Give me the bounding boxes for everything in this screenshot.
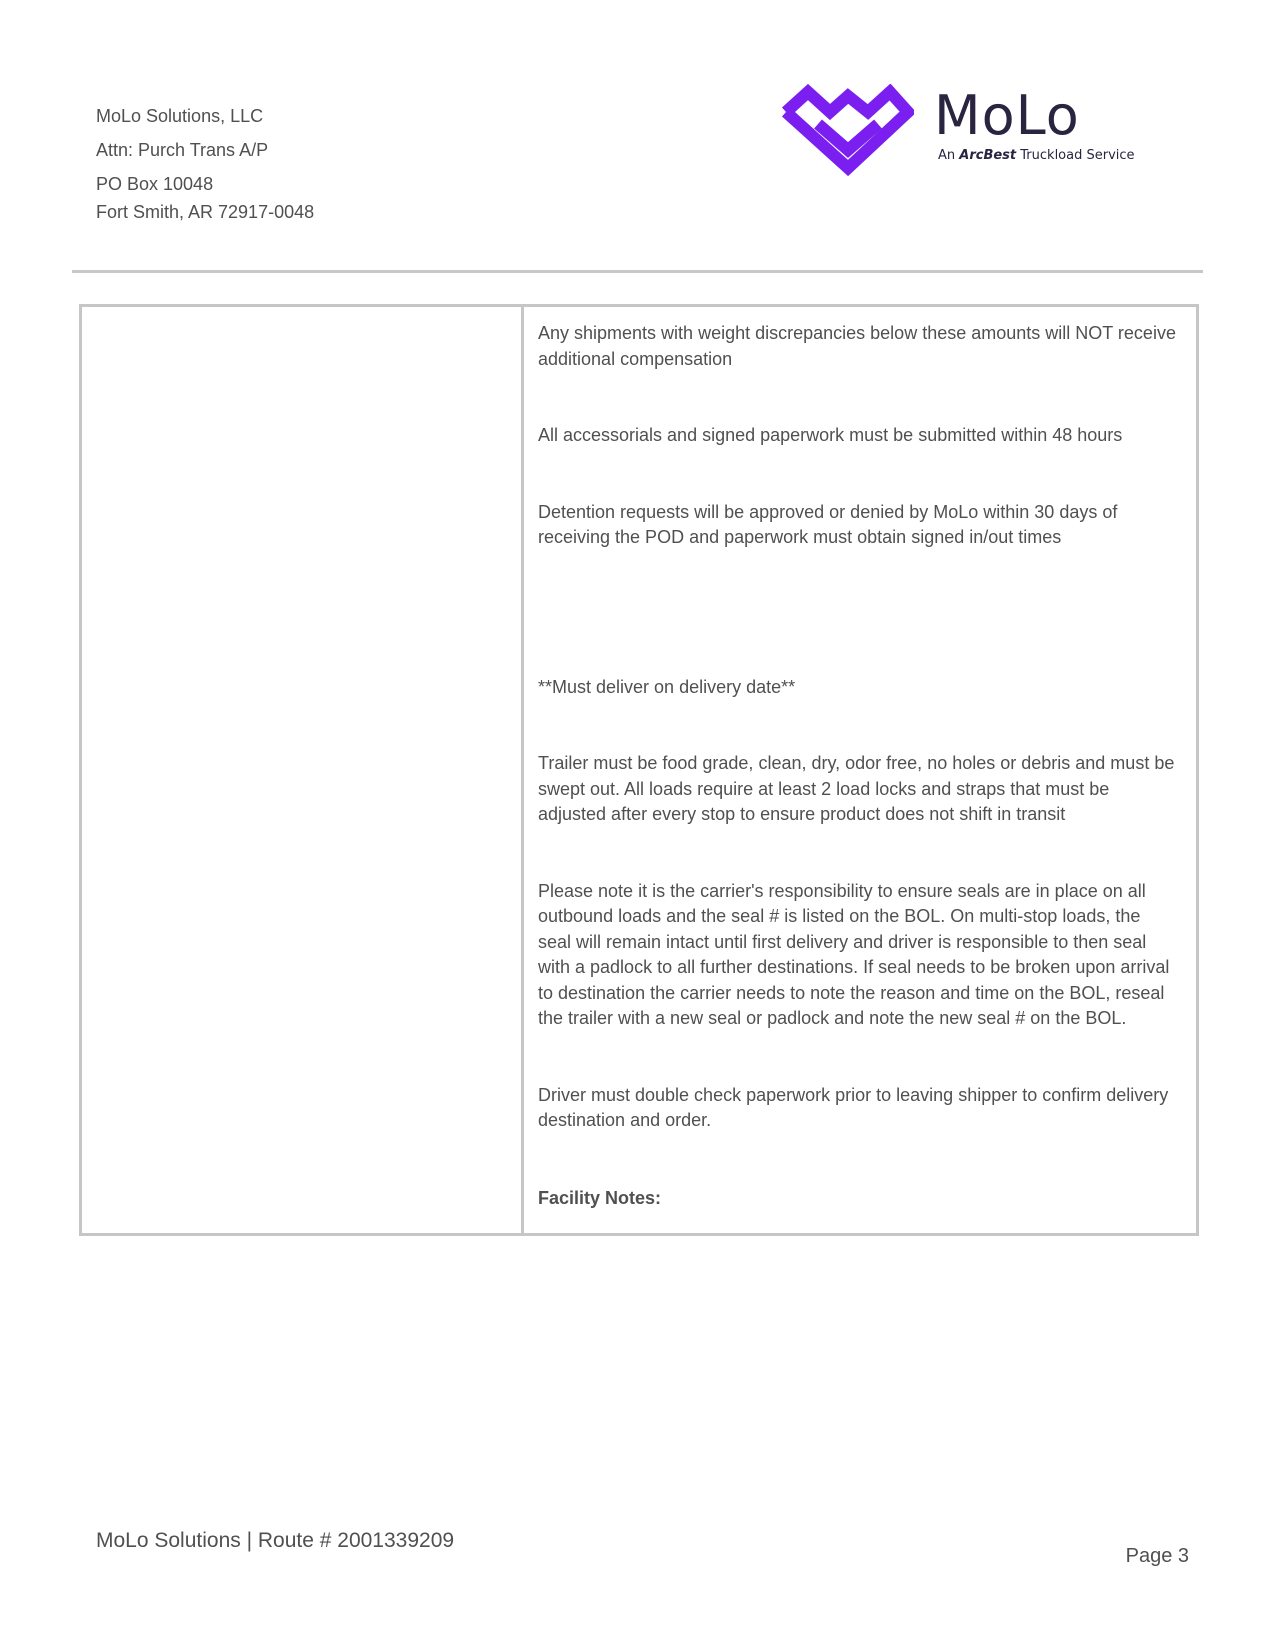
- address-company: MoLo Solutions, LLC: [96, 106, 264, 126]
- note-weight-discrepancy: Any shipments with weight discrepancies below these amounts will NOT receive additional compensation: [538, 323, 1176, 369]
- facility-notes-label: Facility Notes:: [538, 1187, 662, 1208]
- note-trailer-requirements: Trailer must be food grade, clean, dry, odor free, no holes or debris and must be swept out. All loads require at least 2 load locks and straps that must be adjusted after every stop to ensure product does not shift in transit: [538, 753, 1175, 824]
- address-po-box: PO Box 10048: [96, 174, 214, 194]
- logo-tagline-prefix: An: [938, 148, 956, 163]
- molo-logo: [778, 84, 1148, 176]
- logo-wordmark: MoLo: [934, 84, 1080, 147]
- billing-address: [96, 104, 314, 224]
- note-paperwork-check: Driver must double check paperwork prior to leaving shipper to confirm delivery destination and order.: [538, 1084, 1169, 1130]
- logo-tagline-brand: ArcBest: [959, 148, 1017, 163]
- footer-route: MoLo Solutions | Route # 2001339209: [96, 1529, 455, 1552]
- column-divider: [521, 307, 524, 1233]
- header-divider: [72, 270, 1203, 273]
- notes-column: [538, 321, 1178, 1211]
- note-delivery-date: **Must deliver on delivery date**: [538, 676, 796, 697]
- note-seal-responsibility: Please note it is the carrier's responsibility to ensure seals are in place on all outbound loads and the seal # is listed on the BOL. On multi-stop loads, the seal will remain intact until first delivery and driver is responsible to then seal with a padlock to all further destinations. If seal needs to be broken upon arrival to destination the carrier needs to note the reason and time on the BOL, reseal the trailer with a new seal or padlock and note the new seal # on the BOL.: [538, 880, 1170, 1028]
- note-accessorials: All accessorials and signed paperwork must be submitted within 48 hours: [538, 425, 1123, 445]
- notes-table: [79, 304, 1199, 1236]
- address-attn: Attn: Purch Trans A/P: [96, 140, 269, 160]
- footer-page-number: Page 3: [1125, 1545, 1189, 1567]
- logo-tagline: [938, 148, 1135, 164]
- note-detention: Detention requests will be approved or denied by MoLo within 30 days of receiving the POD and paperwork must obtain signed in/out times: [538, 501, 1118, 547]
- molo-heart-mark-icon: [778, 84, 914, 176]
- logo-tagline-suffix: Truckload Service: [1020, 148, 1135, 163]
- address-city-state-zip: Fort Smith, AR 72917-0048: [96, 202, 315, 222]
